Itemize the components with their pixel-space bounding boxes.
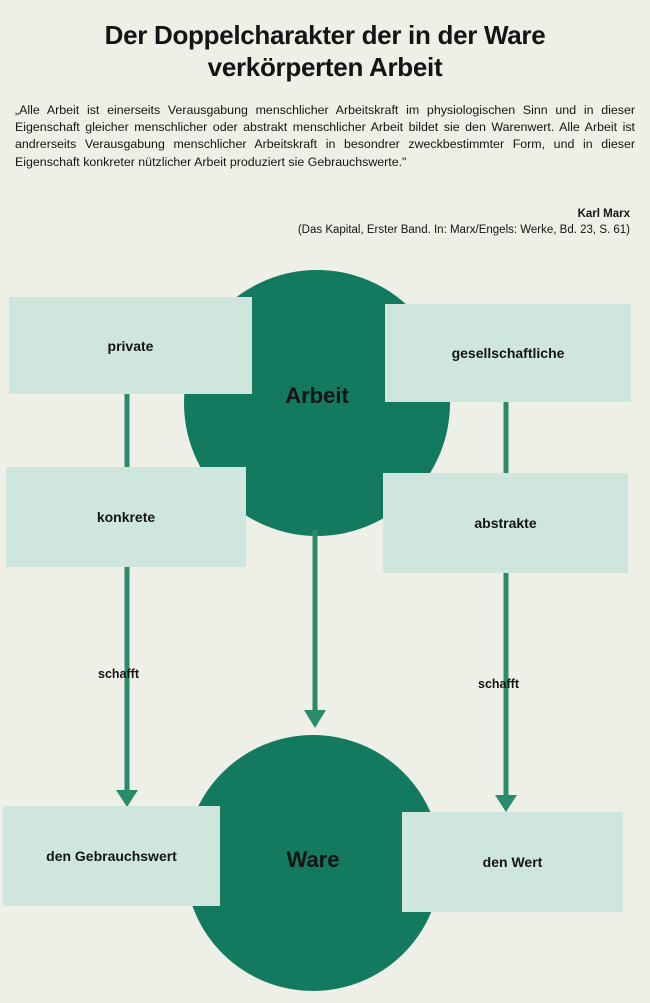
arrow-center-head bbox=[304, 710, 326, 728]
box-private: private bbox=[9, 297, 252, 394]
box-concrete: konkrete bbox=[6, 467, 246, 567]
quote-source: (Das Kapital, Erster Band. In: Marx/Engels: Werke, Bd. 23, S. 61) bbox=[297, 224, 630, 236]
box-value: den Wert bbox=[402, 812, 623, 912]
ware-label: Ware bbox=[286, 847, 340, 872]
page-title-line-1: Der Doppelcharakter der in der Ware bbox=[104, 20, 546, 50]
quote-author: Karl Marx bbox=[577, 208, 630, 220]
arrow-right-head bbox=[495, 795, 517, 812]
box-social: gesellschaftliche bbox=[385, 304, 631, 402]
verb-right: schafft bbox=[478, 677, 519, 691]
verb-left: schafft bbox=[98, 667, 139, 681]
arbeit-label: Arbeit bbox=[285, 383, 349, 408]
page-title-line-2: verkörperten Arbeit bbox=[207, 52, 443, 82]
arrow-left-head bbox=[116, 790, 138, 807]
box-use-value: den Gebrauchswert bbox=[3, 806, 220, 906]
box-abstract: abstrakte bbox=[383, 473, 628, 573]
marx-quote: „Alle Arbeit ist einerseits Verausgabung menschlicher Arbeitskraft im physiologischen Sinn und in dieser Eigenschaft gleicher menschlicher oder abstrakt menschlicher Arbeit bildet sie den Warenwert. Alle Arbeit ist andrerseits Verausgabung menschlicher Arbeitskraft in besondrer zweckbestimmter Form, und in dieser Eigenschaft konkreter nützlicher Arbeit produziert sie Gebrauchswerte." bbox=[15, 103, 635, 169]
